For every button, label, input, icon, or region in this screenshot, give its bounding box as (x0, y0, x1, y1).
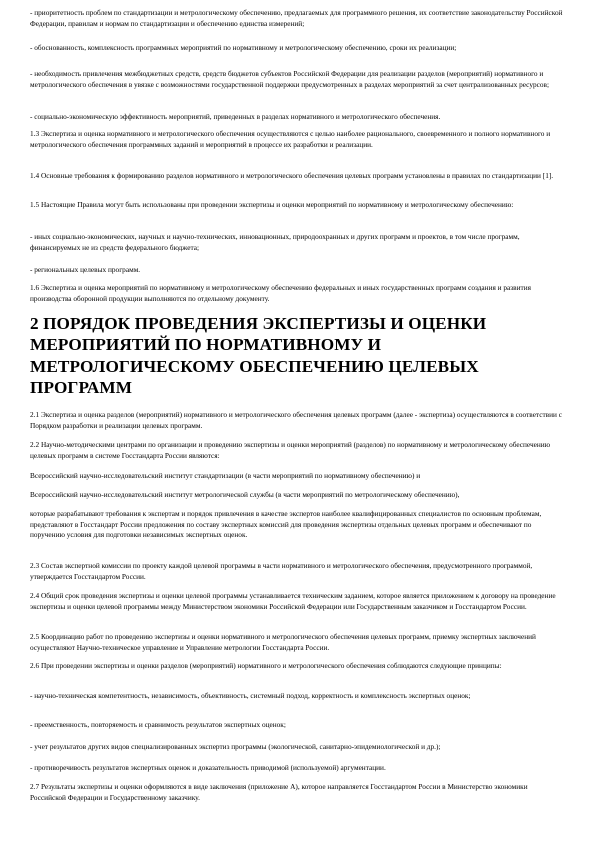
paragraph: - региональных целевых программ. (30, 265, 141, 274)
paragraph: Всероссийский научно-исследовательский институт метрологической службы (в части мероприятий по метрологическому обеспечению), (30, 490, 460, 499)
paragraph: - социально-экономическую эффективность мероприятий, приведенных в разделах нормативного и метрологического обеспечения. (30, 112, 441, 121)
paragraph: 2.6 При проведении экспертизы и оценки разделов (мероприятий) нормативного и метрологического обеспечения соблюдаются следующие принципы: (30, 661, 502, 670)
paragraph: - иных социально-экономических, научных и научно-технических, инновационных, природоохранных и других программ и проектов, в том числе программ, финансируемых не из средств федерального бюджета; (30, 232, 520, 252)
paragraph: 2.1 Экспертиза и оценка разделов (мероприятий) нормативного и метрологического обеспечения целевых программ (далее - экспертиза) осуществляются в соответствии с Порядком разработки и реализации целевых программ. (30, 410, 562, 430)
section-heading: 2 ПОРЯДОК ПРОВЕДЕНИЯ ЭКСПЕРТИЗЫ И ОЦЕНКИ МЕРОПРИЯТИЙ ПО НОРМАТИВНОМУ И МЕТРОЛОГИЧЕСКОМУ ОБЕСПЕЧЕНИЮ ЦЕЛЕВЫХ ПРОГРАММ (30, 314, 487, 398)
paragraph: - научно-техническая компетентность, независимость, объективность, системный подход, корректность и комплексность экспертных оценок; (30, 691, 471, 700)
paragraph: - преемственность, повторяемость и сравнимость результатов экспертных оценок; (30, 720, 286, 729)
paragraph: - обоснованность, комплексность программных мероприятий по нормативному и метрологическому обеспечению, сроки их реализации; (30, 43, 457, 52)
paragraph: которые разрабатывают требования к экспертам и порядок привлечения в качестве экспертов наиболее квалифицированных специалистов по основным проблемам, представляют в Госстандарт России предложения по составу экспертных комиссий для проведения экспертизы отдельных целевых программ и обеспечивают по поручению условия для подготовки независимых экспертных оценок. (30, 509, 542, 540)
paragraph: 2.4 Общий срок проведения экспертизы и оценки целевой программы устанавливается техническим заданием, которое является приложением к договору на проведение экспертизы и оценки целевой программы между Министерством экономики Российской Федерации или Государственным заказчиком и Госстандартом России. (30, 591, 556, 611)
paragraph: - противоречивость результатов экспертных оценок и доказательность приводимой (используемой) аргументации. (30, 763, 386, 772)
paragraph: - приоритетность проблем по стандартизации и метрологическому обеспечению, предлагаемых для программного решения, их соответствие законодательству Российской Федерации, правилам и нормам по стандартизации и обеспечению единства измерений; (30, 8, 563, 28)
paragraph: 1.4 Основные требования к формированию разделов нормативного и метрологического обеспечения целевых программ установлены в правилах по стандартизации [1]. (30, 171, 554, 180)
paragraph: 2.3 Состав экспертной комиссии по проекту каждой целевой программы в части нормативного и метрологического обеспечения, предусмотренного программой, утверждается Госстандартом России. (30, 561, 533, 581)
paragraph: 1.6 Экспертиза и оценка мероприятий по нормативному и метрологическому обеспечению федеральных и иных государственных программ создания и развития производства оборонной продукции выполняются по отдельному документу. (30, 283, 531, 303)
paragraph: - учет результатов других видов специализированных экспертиз программы (экологической, санитарно-эпидемиологической и др.); (30, 742, 441, 751)
paragraph: 2.2 Научно-методическими центрами по организации и проведению экспертизы и оценки мероприятий (разделов) по нормативному и метрологическому обеспечению целевых программ в системе Госстандарта России являются: (30, 440, 551, 460)
paragraph: 1.5 Настоящие Правила могут быть использованы при проведении экспертизы и оценки мероприятий по нормативному и метрологическому обеспечению: (30, 200, 514, 209)
paragraph: - необходимость привлечения межбюджетных средств, средств бюджетов субъектов Российской Федерации для реализации разделов (мероприятий) нормативного и метрологического обеспечения в увязке с возможностями государственной поддержки предусмотренных в разделах мероприятий за счет централизованных ресурсов; (30, 69, 549, 89)
paragraph: 2.5 Координацию работ по проведению экспертизы и оценки нормативного и метрологического обеспечения целевых программ, приемку экспертных заключений осуществляют Научно-техническое управление и Управление метрологии Госстандарта России. (30, 632, 536, 652)
paragraph: Всероссийский научно-исследовательский институт стандартизации (в части мероприятий по нормативному обеспечению) и (30, 471, 421, 480)
paragraph: 1.3 Экспертиза и оценка нормативного и метрологического обеспечения осуществляются с целью наиболее рационального, своевременного и полного нормативного и метрологического обеспечения программных заданий и мероприятий в процессе их разработки и реализации. (30, 129, 551, 149)
paragraph: 2.7 Результаты экспертизы и оценки оформляются в виде заключения (приложение А), которое направляется Госстандартом России в Министерство экономики Российской Федерации и Государственному заказчику. (30, 782, 528, 802)
